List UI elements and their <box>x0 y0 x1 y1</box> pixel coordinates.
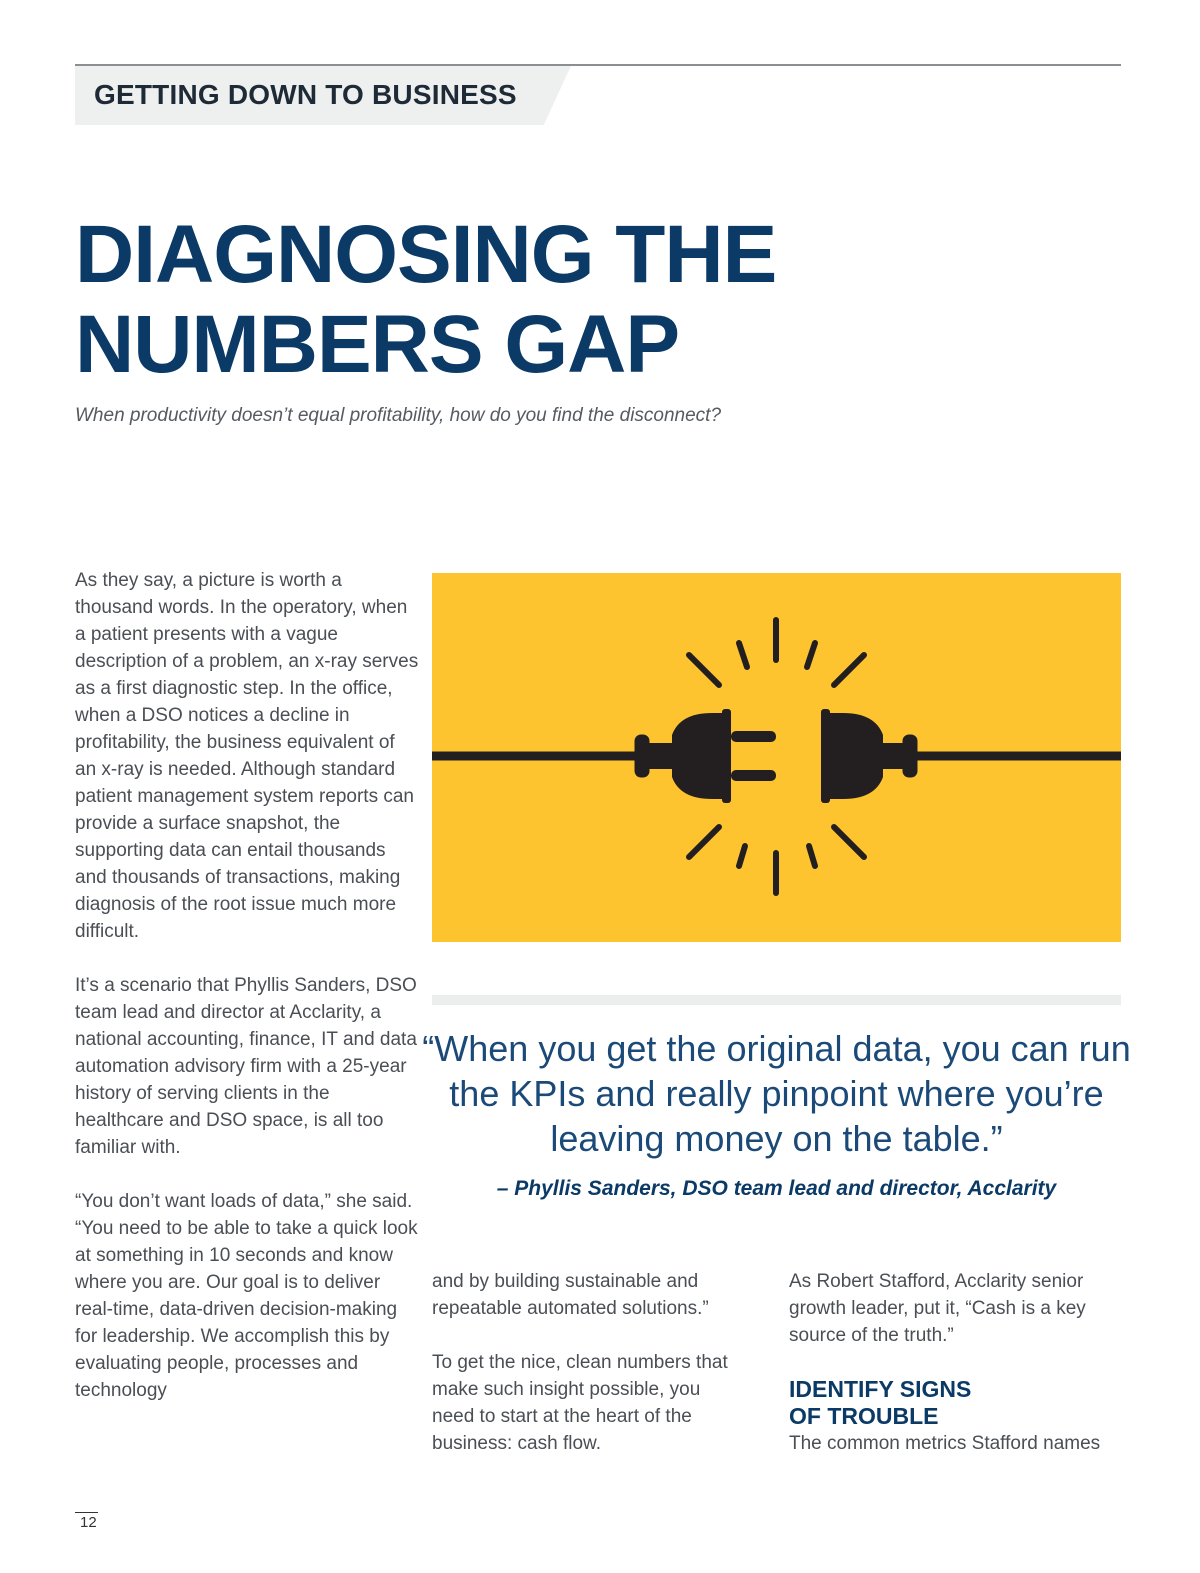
subhead-line-1: IDENTIFY SIGNS <box>789 1376 972 1402</box>
page-number-rule <box>75 1512 98 1513</box>
headline-line-1: DIAGNOSING THE <box>75 209 777 300</box>
subhead-line-2: OF TROUBLE <box>789 1403 939 1429</box>
paragraph: To get the nice, clean numbers that make such insight possible, you need to start at the heart of the business: cash flow. <box>432 1352 728 1454</box>
paragraph: It’s a scenario that Phyllis Sanders, DSO team lead and director at Acclarity, a national accounting, finance, IT and data automation advisory firm with a 25-year history of serving clients in the healthcare and DSO space, is all too familiar with. <box>75 975 417 1158</box>
paragraph: As they say, a picture is worth a thousand words. In the operatory, when a patient presents with a vague description of a problem, an x-ray serves as a first diagnostic step. In the office, when a DSO notices a decline in profitability, the business equivalent of an x-ray is needed. Although standard patient management system reports can provide a surface snapshot, the supporting data can entail thousands and thousands of transactions, making diagnosis of the root issue much more difficult. <box>75 570 419 942</box>
paragraph: and by building sustainable and repeatable automated solutions.” <box>432 1271 709 1319</box>
headline-line-2: NUMBERS GAP <box>75 299 680 390</box>
body-column-1 <box>75 567 420 1404</box>
subhead <box>789 1376 1124 1430</box>
section-label: GETTING DOWN TO BUSINESS <box>94 79 517 110</box>
unplugged-power-plug-icon <box>432 573 1121 942</box>
paragraph: The common metrics Stafford names <box>789 1433 1101 1454</box>
body-column-3 <box>789 1268 1124 1457</box>
body-column-2 <box>432 1268 742 1457</box>
paragraph: “You don’t want loads of data,” she said. “You need to be able to take a quick look at something in 10 seconds and know where you are. Our goal is to deliver real-time, data-driven decision-making for leadership. We accomplish this by evaluating people, processes and technology <box>75 1191 418 1401</box>
pull-quote-attribution: – Phyllis Sanders, DSO team lead and director, Acclarity <box>496 1177 1057 1200</box>
pull-quote-rule <box>432 995 1121 1005</box>
unplugged-power-plug-illustration <box>432 573 1121 942</box>
pull-quote: “When you get the original data, you can run the KPIs and really pinpoint where you’re leaving money on the table.” <box>422 1028 1131 1159</box>
deck: When productivity doesn’t equal profitability, how do you find the disconnect? <box>75 405 722 426</box>
top-rule <box>75 64 1121 66</box>
headline <box>75 210 1075 390</box>
paragraph: As Robert Stafford, Acclarity senior growth leader, put it, “Cash is a key source of the truth.” <box>789 1271 1086 1346</box>
page-number: 12 <box>80 1514 97 1531</box>
